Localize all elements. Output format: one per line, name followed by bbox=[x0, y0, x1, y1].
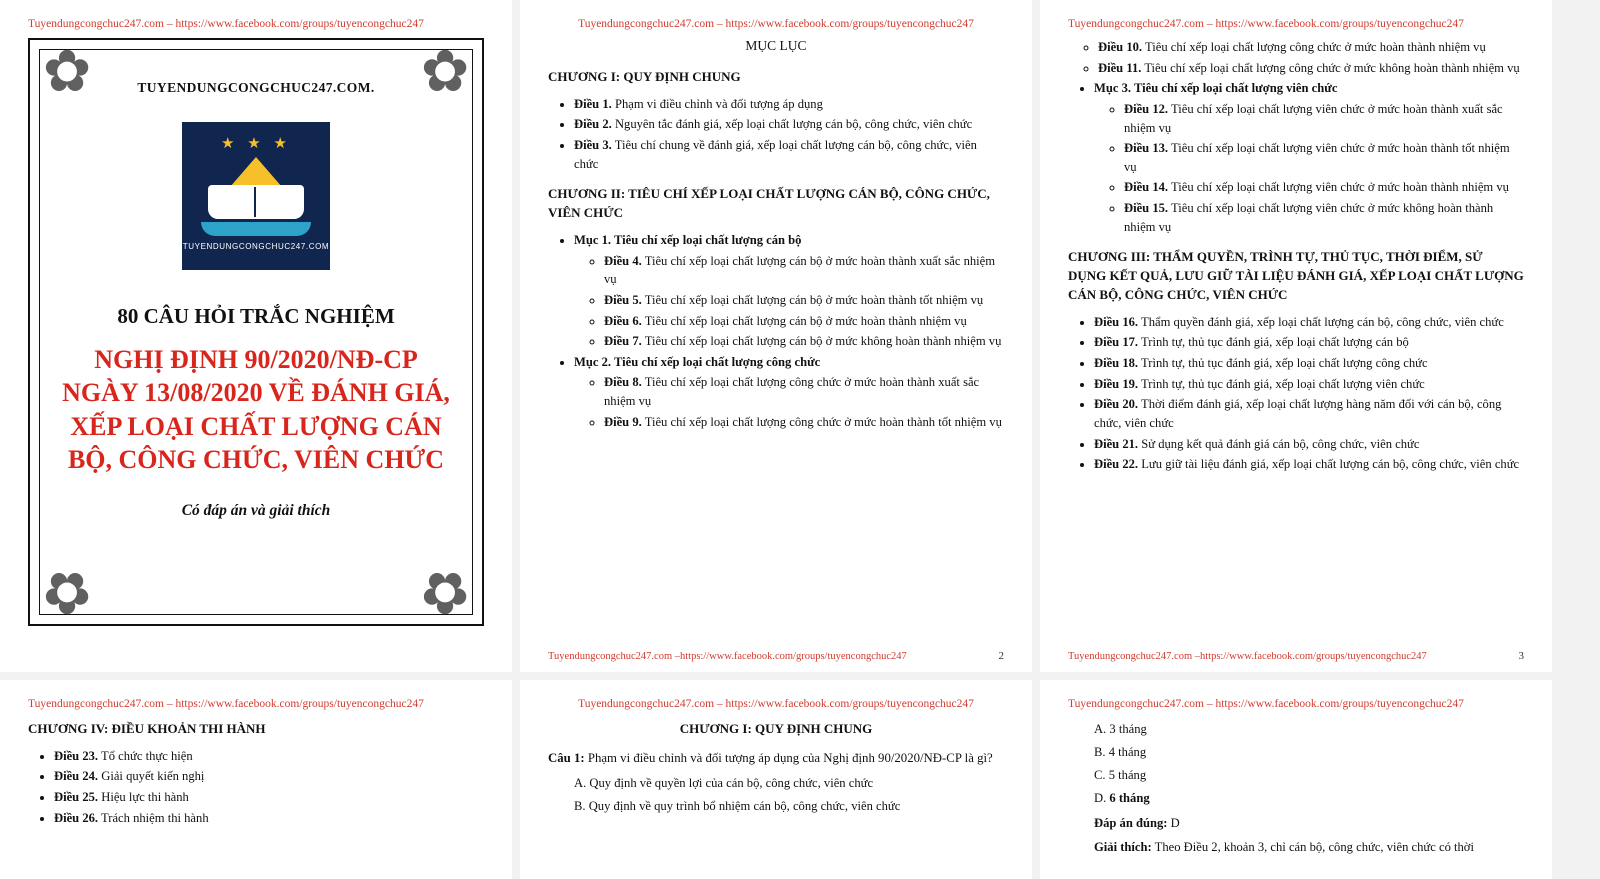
list-item bbox=[1124, 199, 1524, 236]
brand-logo bbox=[182, 122, 330, 270]
article-label: Điều 4. bbox=[604, 253, 642, 268]
article-text: Trình tự, thủ tục đánh giá, xếp loại chất lượng công chức bbox=[1141, 356, 1428, 371]
list-item bbox=[574, 115, 1004, 134]
article-text: Tiêu chí xếp loại chất lượng công chức ở mức hoàn thành xuất sắc nhiệm vụ bbox=[604, 375, 980, 409]
chapter-heading-3: CHƯƠNG III: THẨM QUYỀN, TRÌNH TỰ, THỦ TỤC, THỜI ĐIỂM, SỬ DỤNG KẾT QUẢ, LƯU GIỮ TÀI LIỆU ĐÁNH GIÁ, XẾP LOẠI CHẤT LƯỢNG CÁN BỘ, CÔNG CHỨC, VIÊN CHỨC bbox=[1068, 249, 1524, 302]
article-text: Tiêu chí chung về đánh giá, xếp loại chất lượng cán bộ, công chức, viên chức bbox=[574, 138, 977, 171]
question-text: Phạm vi điều chỉnh và đối tượng áp dụng của Nghị định 90/2020/NĐ-CP là gì? bbox=[587, 750, 993, 765]
explanation-label: Giải thích: bbox=[1094, 840, 1152, 855]
article-text: Thẩm quyền đánh giá, xếp loại chất lượng cán bộ, công chức, viên chức bbox=[1141, 314, 1504, 329]
toc-sublist-muc-3 bbox=[1094, 100, 1524, 236]
toc-list-chapter-3 bbox=[1068, 313, 1524, 474]
answer-option bbox=[1094, 743, 1524, 762]
page-number: 3 bbox=[1518, 650, 1524, 662]
correct-answer-line bbox=[1094, 814, 1524, 833]
cover-frame bbox=[28, 38, 484, 626]
explanation-line bbox=[1094, 838, 1524, 857]
list-item bbox=[54, 788, 484, 807]
flame-icon bbox=[230, 157, 282, 187]
toc-sublist-muc-2 bbox=[574, 373, 1004, 431]
section-label: Mục 1. Tiêu chí xếp loại chất lượng cán bộ bbox=[574, 233, 802, 248]
toc-list-muc-3 bbox=[1068, 79, 1524, 236]
list-item bbox=[1124, 178, 1524, 197]
option-prefix: D. bbox=[1094, 790, 1110, 805]
article-text: Giải quyết kiến nghị bbox=[101, 769, 205, 784]
page-footer bbox=[548, 650, 1004, 662]
article-label: Điều 14. bbox=[1124, 180, 1169, 195]
article-label: Điều 12. bbox=[1124, 101, 1169, 116]
chapter-heading-1: CHƯƠNG I: QUY ĐỊNH CHUNG bbox=[548, 69, 741, 84]
list-item bbox=[1094, 395, 1524, 432]
article-text: Tiêu chí xếp loại chất lượng viên chức ở mức không hoàn thành nhiệm vụ bbox=[1124, 201, 1494, 234]
wave-icon bbox=[201, 222, 311, 236]
article-text: Tiêu chí xếp loại chất lượng công chức ở mức hoàn thành tốt nhiệm vụ bbox=[644, 414, 1002, 429]
list-item bbox=[1094, 455, 1524, 474]
section-label: Mục 3. Tiêu chí xếp loại chất lượng viên chức bbox=[1094, 81, 1338, 96]
list-item bbox=[604, 252, 1004, 289]
article-text: Tiêu chí xếp loại chất lượng viên chức ở mức hoàn thành nhiệm vụ bbox=[1171, 180, 1509, 195]
article-label: Điều 3. bbox=[574, 138, 612, 153]
chapter-heading: CHƯƠNG I: QUY ĐỊNH CHUNG bbox=[679, 721, 873, 736]
section-label: Mục 2. Tiêu chí xếp loại chất lượng công chức bbox=[574, 354, 821, 369]
article-label: Điều 9. bbox=[604, 414, 642, 429]
toc-sublist-muc-1 bbox=[574, 252, 1004, 351]
toc-list-chapter-4 bbox=[28, 747, 484, 828]
answer-option: B. Quy định về quy trình bổ nhiệm cán bộ, công chức, viên chức bbox=[574, 798, 901, 813]
article-text: Lưu giữ tài liệu đánh giá, xếp loại chất lượng cán bộ, công chức, viên chức bbox=[1141, 457, 1520, 472]
article-label: Điều 26. bbox=[54, 810, 99, 825]
list-item bbox=[1094, 354, 1524, 373]
page-header-url: Tuyendungcongchuc247.com – https://www.facebook.com/groups/tuyencongchuc247 bbox=[28, 698, 424, 710]
article-text: Trình tự, thủ tục đánh giá, xếp loại chất lượng viên chức bbox=[1141, 376, 1425, 391]
list-item bbox=[574, 136, 1004, 173]
list-item bbox=[1068, 38, 1524, 77]
article-label: Điều 15. bbox=[1124, 201, 1169, 215]
article-label: Điều 2. bbox=[574, 117, 612, 132]
article-label: Điều 20. bbox=[1094, 397, 1139, 412]
answer-option: A. Quy định về quyền lợi của cán bộ, công chức, viên chức bbox=[574, 776, 874, 791]
option-value: 6 tháng bbox=[1109, 790, 1150, 805]
page-title: MỤC LỤC bbox=[745, 38, 807, 53]
option-value: 3 tháng bbox=[1109, 722, 1147, 736]
list-item bbox=[604, 312, 1004, 331]
article-label: Điều 21. bbox=[1094, 436, 1139, 451]
page-header-url: Tuyendungcongchuc247.com – https://www.facebook.com/groups/tuyencongchuc247 bbox=[28, 18, 424, 30]
ornament-corner-icon: ✿ bbox=[42, 37, 92, 105]
list-item bbox=[604, 332, 1004, 351]
list-item bbox=[1094, 375, 1524, 394]
stars-icon: ★ ★ ★ bbox=[221, 134, 291, 152]
option-prefix: A. bbox=[1094, 722, 1110, 736]
article-text: Trình tự, thủ tục đánh giá, xếp loại chất lượng cán bộ bbox=[1141, 335, 1409, 350]
toc-sublist-muc-2-cont bbox=[1068, 38, 1524, 77]
article-text: Tổ chức thực hiện bbox=[101, 748, 193, 763]
page-1 bbox=[0, 0, 512, 672]
toc-continued bbox=[1068, 38, 1524, 77]
article-text: Tiêu chí xếp loại chất lượng viên chức ở mức hoàn thành xuất sắc nhiệm vụ bbox=[1124, 101, 1503, 135]
ornament-corner-icon: ✿ bbox=[420, 37, 470, 105]
list-item bbox=[1094, 435, 1524, 454]
article-text: Phạm vi điều chỉnh và đối tượng áp dụng bbox=[614, 96, 823, 111]
article-label: Điều 11. bbox=[1098, 60, 1142, 75]
page-header-url: Tuyendungcongchuc247.com – https://www.facebook.com/groups/tuyencongchuc247 bbox=[578, 698, 974, 710]
page-6 bbox=[1040, 680, 1552, 879]
list-item bbox=[574, 95, 1004, 114]
article-text: Trách nhiệm thi hành bbox=[101, 810, 209, 825]
article-label: Điều 17. bbox=[1094, 335, 1139, 350]
article-text: Sử dụng kết quả đánh giá cán bộ, công chức, viên chức bbox=[1141, 436, 1420, 451]
cover-subtitle: Có đáp án và giải thích bbox=[181, 502, 331, 520]
page-header-url: Tuyendungcongchuc247.com – https://www.facebook.com/groups/tuyencongchuc247 bbox=[1068, 698, 1464, 710]
toc-list-chapter-2 bbox=[548, 231, 1004, 431]
explanation-text: Theo Điều 2, khoản 3, chỉ cán bộ, công chức, viên chức có thời bbox=[1154, 840, 1474, 855]
article-text: Tiêu chí xếp loại chất lượng cán bộ ở mức hoàn thành xuất sắc nhiệm vụ bbox=[604, 253, 996, 287]
article-label: Điều 24. bbox=[54, 769, 99, 784]
list-item bbox=[54, 767, 484, 786]
page-5 bbox=[520, 680, 1032, 879]
list-item bbox=[54, 809, 484, 828]
article-text: Tiêu chí xếp loại chất lượng cán bộ ở mức không hoàn thành nhiệm vụ bbox=[644, 334, 1002, 349]
list-item bbox=[1094, 79, 1524, 236]
list-item bbox=[574, 353, 1004, 432]
list-item bbox=[1124, 139, 1524, 176]
list-item bbox=[1098, 59, 1524, 78]
article-label: Điều 18. bbox=[1094, 356, 1139, 371]
list-item bbox=[1124, 100, 1524, 137]
list-item bbox=[574, 231, 1004, 351]
footer-url: Tuyendungcongchuc247.com –https://www.facebook.com/groups/tuyencongchuc247 bbox=[548, 651, 907, 662]
list-item bbox=[54, 747, 484, 766]
list-item bbox=[604, 413, 1004, 432]
page-footer bbox=[1068, 650, 1524, 662]
article-label: Điều 1. bbox=[574, 96, 612, 111]
question-label: Câu 1: bbox=[548, 750, 585, 765]
article-text: Tiêu chí xếp loại chất lượng cán bộ ở mức hoàn thành nhiệm vụ bbox=[644, 313, 967, 328]
article-text: Tiêu chí xếp loại chất lượng cán bộ ở mức hoàn thành tốt nhiệm vụ bbox=[644, 292, 984, 307]
page-2 bbox=[520, 0, 1032, 672]
article-label: Điều 19. bbox=[1094, 376, 1139, 391]
article-label: Điều 13. bbox=[1124, 141, 1169, 156]
article-label: Điều 7. bbox=[604, 334, 642, 349]
question-line bbox=[548, 749, 1004, 768]
option-value: 5 tháng bbox=[1108, 767, 1147, 782]
answer-option bbox=[1094, 766, 1524, 785]
option-prefix: B. bbox=[1094, 744, 1109, 759]
toc-list-chapter-1 bbox=[548, 95, 1004, 174]
article-label: Điều 10. bbox=[1098, 40, 1143, 54]
chapter-heading-2: CHƯƠNG II: TIÊU CHÍ XẾP LOẠI CHẤT LƯỢNG CÁN BỘ, CÔNG CHỨC, VIÊN CHỨC bbox=[548, 186, 990, 221]
article-text: Tiêu chí xếp loại chất lượng công chức ở mức không hoàn thành nhiệm vụ bbox=[1144, 60, 1520, 75]
answer-option bbox=[1094, 720, 1524, 739]
footer-url: Tuyendungcongchuc247.com –https://www.facebook.com/groups/tuyencongchuc247 bbox=[1068, 651, 1427, 662]
cover-site-name: TUYENDUNGCONGCHUC247.COM. bbox=[137, 80, 375, 95]
article-label: Điều 22. bbox=[1094, 457, 1139, 472]
cover-title-line1: 80 CÂU HỎI TRẮC NGHIỆM bbox=[117, 304, 395, 328]
article-label: Điều 25. bbox=[54, 790, 99, 805]
article-text: Nguyên tắc đánh giá, xếp loại chất lượng cán bộ, công chức, viên chức bbox=[614, 117, 973, 132]
page-3 bbox=[1040, 0, 1552, 672]
list-item bbox=[1094, 333, 1524, 352]
list-item bbox=[1094, 313, 1524, 332]
book-icon bbox=[208, 185, 304, 219]
article-label: Điều 16. bbox=[1094, 314, 1139, 329]
answer-value: D bbox=[1170, 815, 1180, 830]
page-number: 2 bbox=[998, 650, 1004, 662]
page-header-url: Tuyendungcongchuc247.com – https://www.facebook.com/groups/tuyencongchuc247 bbox=[1068, 18, 1464, 30]
list-item bbox=[604, 373, 1004, 410]
article-text: Thời điểm đánh giá, xếp loại chất lượng hàng năm đối với cán bộ, công chức, viên chức bbox=[1094, 397, 1502, 430]
chapter-heading-4: CHƯƠNG IV: ĐIỀU KHOẢN THI HÀNH bbox=[28, 721, 266, 736]
cover-title-line2: NGHỊ ĐỊNH 90/2020/NĐ-CP NGÀY 13/08/2020 VỀ ĐÁNH GIÁ, XẾP LOẠI CHẤT LƯỢNG CÁN BỘ, CÔNG CHỨC, VIÊN CHỨC bbox=[62, 345, 450, 474]
article-label: Điều 23. bbox=[54, 748, 99, 763]
logo-caption: TUYENDUNGCONGCHUC247.COM bbox=[182, 242, 330, 251]
ornament-corner-icon: ✿ bbox=[42, 559, 92, 627]
option-prefix: C. bbox=[1094, 767, 1109, 782]
option-value: 4 tháng bbox=[1108, 744, 1147, 759]
article-text: Hiệu lực thi hành bbox=[101, 790, 189, 805]
article-label: Điều 8. bbox=[604, 375, 642, 390]
ornament-corner-icon: ✿ bbox=[420, 559, 470, 627]
list-item bbox=[1098, 38, 1524, 57]
list-item bbox=[604, 291, 1004, 310]
page-4 bbox=[0, 680, 512, 879]
page-header-url: Tuyendungcongchuc247.com – https://www.facebook.com/groups/tuyencongchuc247 bbox=[578, 18, 974, 30]
article-label: Điều 5. bbox=[604, 292, 642, 307]
answer-option-correct bbox=[1094, 789, 1524, 808]
article-text: Tiêu chí xếp loại chất lượng công chức ở mức hoàn thành nhiệm vụ bbox=[1145, 40, 1486, 54]
answer-label: Đáp án đúng: bbox=[1094, 815, 1168, 830]
article-label: Điều 6. bbox=[604, 313, 642, 328]
article-text: Tiêu chí xếp loại chất lượng viên chức ở mức hoàn thành tốt nhiệm vụ bbox=[1124, 141, 1510, 174]
